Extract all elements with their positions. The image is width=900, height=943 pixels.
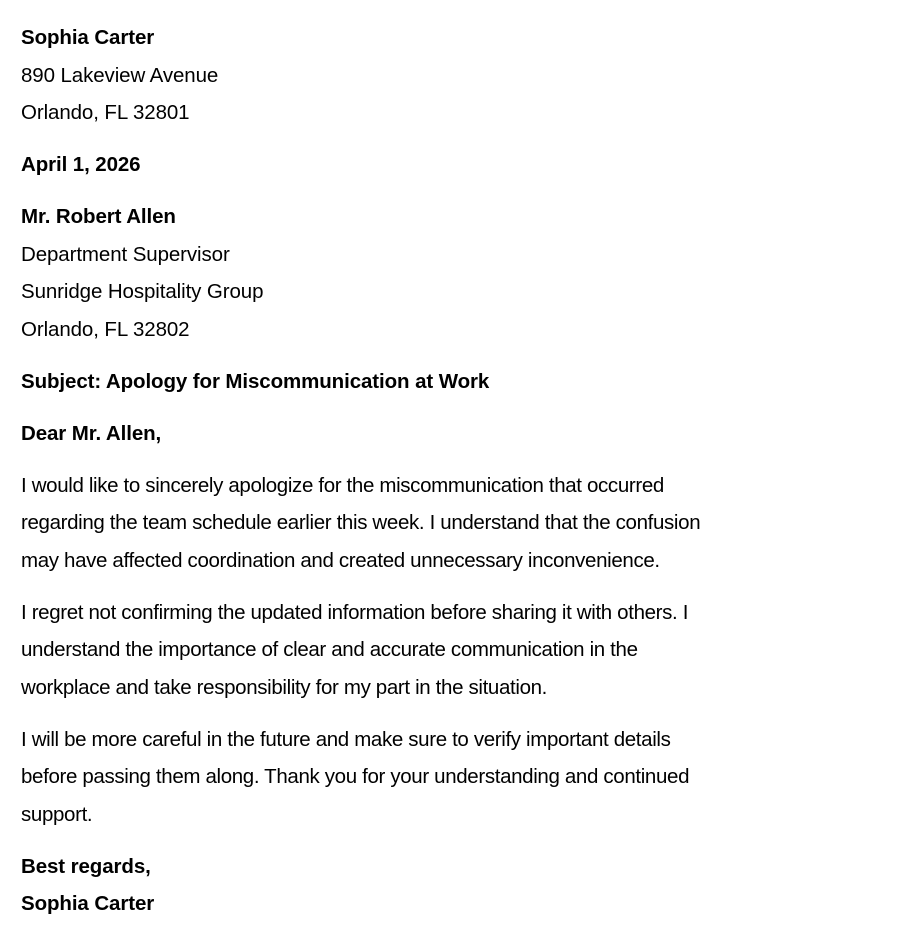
sender-address-block [21,19,891,132]
date-block [21,146,891,184]
paragraph-line: may have affected coordination and created unnecessary inconvenience. [21,548,660,572]
letter-page [21,19,891,937]
closing-block [21,848,891,923]
paragraph-line: workplace and take responsibility for my part in the situation. [21,675,548,699]
recipient-name: Mr. Robert Allen [21,205,176,228]
valediction: Best regards, [21,854,151,878]
paragraph-line: before passing them along. Thank you for your understanding and continued [21,765,690,788]
subject-block [21,363,891,401]
paragraph-line: regarding the team schedule earlier this week. I understand that the confusion [21,511,701,534]
letter-date: April 1, 2026 [21,153,141,176]
sender-street: 890 Lakeview Avenue [21,63,219,87]
body-paragraph-3 [21,721,891,834]
paragraph-line: understand the importance of clear and accurate communication in the [21,638,638,661]
body-paragraph-1 [21,467,891,580]
recipient-address-block [21,198,891,348]
paragraph-line: support. [21,802,93,826]
signature-name: Sophia Carter [21,892,155,915]
paragraph-line: I would like to sincerely apologize for the miscommunication that occurred [21,473,664,497]
paragraph-line: I will be more careful in the future and make sure to verify important details [21,727,671,751]
recipient-city-state-zip: Orlando, FL 32802 [21,317,190,341]
salutation-block [21,415,891,453]
sender-city-state-zip: Orlando, FL 32801 [21,101,190,124]
paragraph-line: I regret not confirming the updated information before sharing it with others. I [21,600,689,624]
recipient-company: Sunridge Hospitality Group [21,280,264,303]
body-paragraph-2 [21,594,891,707]
salutation: Dear Mr. Allen, [21,421,162,445]
subject-line: Subject: Apology for Miscommunication at Work [21,369,490,393]
recipient-title: Department Supervisor [21,242,230,266]
sender-name: Sophia Carter [21,26,155,49]
